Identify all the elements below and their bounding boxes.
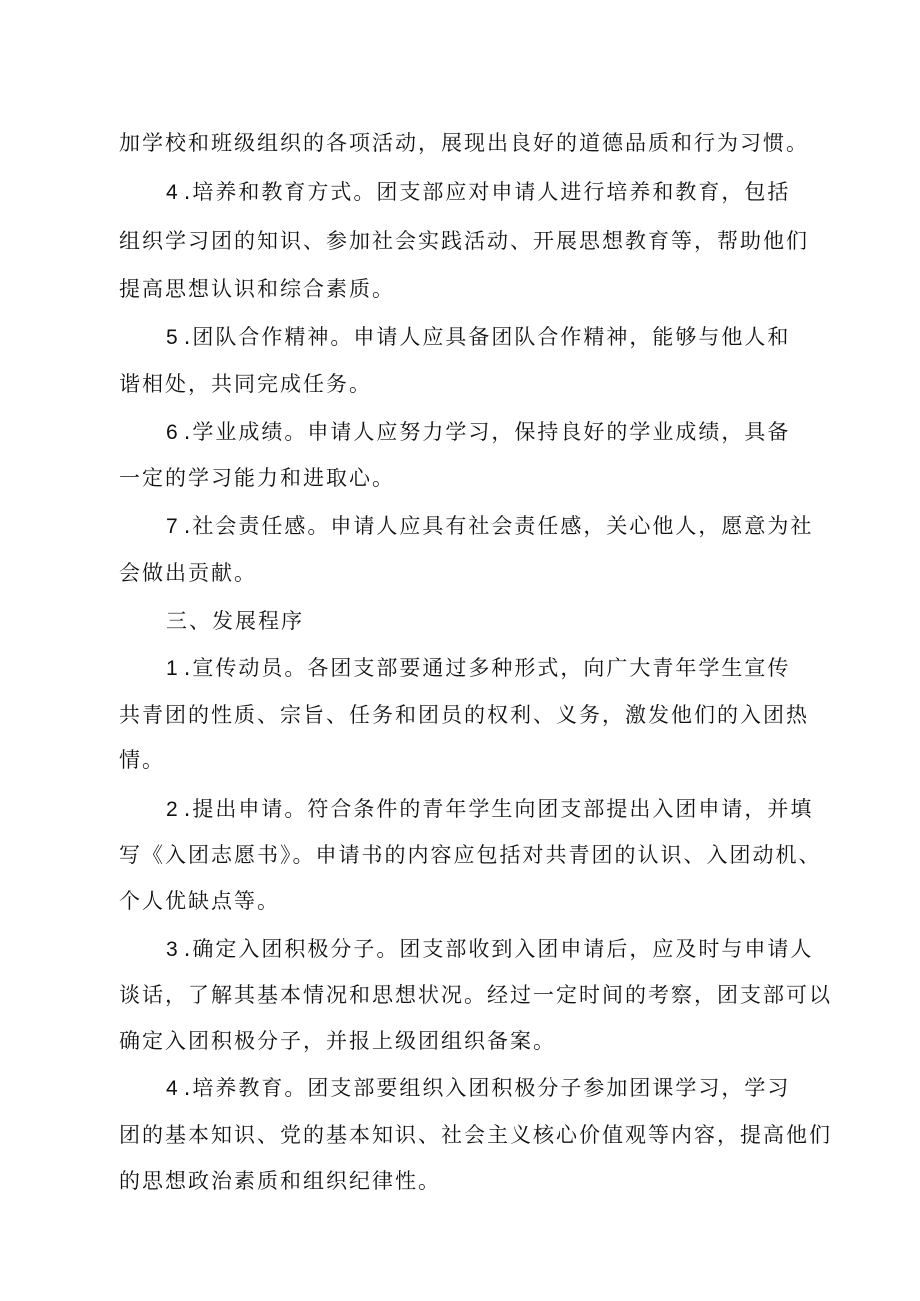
text-line [119,745,920,775]
text-line [119,1166,920,1196]
item-number: 4 [166,1077,180,1100]
line-text: 个人优缺点等。 [119,889,280,913]
line-text: .确定入团积极分子。团支部收到入团申请后，应及时与申请人 [183,937,814,961]
text-line [119,558,920,588]
line-text: 加学校和班级组织的各项活动，展现出良好的道德品质和行为习惯。 [119,131,809,155]
list-item [166,417,920,447]
item-number: 6 [166,421,180,444]
item-number: 4 [166,181,180,204]
line-text: 谐相处，共同完成任务。 [119,372,372,396]
line-text: .学业成绩。申请人应努力学习，保持良好的学业成绩，具备 [183,420,791,444]
item-number: 1 [166,657,180,680]
line-text: .社会责任感。申请人应具有社会责任感，关心他人，愿意为社 [183,514,814,538]
item-number: 2 [166,798,180,821]
line-text: 写《入团志愿书》。申请书的内容应包括对共青团的认识、入团动机、 [119,843,822,867]
text-line [119,274,920,304]
line-text: 的思想政治素质和组织纪律性。 [119,1169,441,1193]
text-line [119,840,920,870]
text-line [119,1120,920,1150]
line-text: .团队合作精神。申请人应具备团队合作精神，能够与他人和 [183,325,791,349]
list-item [166,794,920,824]
text-line [119,226,920,256]
line-text: 会做出贡献。 [119,561,257,585]
line-text: 共青团的性质、宗旨、任务和团员的权利、义务，激发他们的入团热 [119,703,809,727]
list-item [166,653,920,683]
line-text: .培养教育。团支部要组织入团积极分子参加团课学习，学习 [183,1076,791,1100]
text-line [119,128,920,158]
line-text: 一定的学习能力和进取心。 [119,466,395,490]
item-number: 3 [166,938,180,961]
line-text: .宣传动员。各团支部要通过多种形式，向广大青年学生宣传 [183,656,791,680]
text-line [119,463,920,493]
text-line [119,700,920,730]
item-number: 7 [166,515,180,538]
line-text: 提高思想认识和综合素质。 [119,277,395,301]
line-text: 组织学习团的知识、参加社会实践活动、开展思想教育等，帮助他们 [119,229,809,253]
list-item [166,511,920,541]
item-number: 5 [166,326,180,349]
line-text: 谈话，了解其基本情况和思想状况。经过一定时间的考察，团支部可以 [119,983,832,1007]
section-heading [166,606,920,636]
line-text: 情。 [119,748,165,772]
line-text: .培养和教育方式。团支部应对申请人进行培养和教育，包括 [183,180,791,204]
list-item [166,934,920,964]
text-line [119,369,920,399]
heading-text: 三、发展程序 [166,609,304,633]
line-text: .提出申请。符合条件的青年学生向团支部提出入团申请，并填 [183,797,814,821]
line-text: 确定入团积极分子，并报上级团组织备案。 [119,1029,556,1053]
list-item [166,177,920,207]
list-item [166,322,920,352]
text-line [119,1026,920,1056]
text-line [119,980,920,1010]
text-line [119,886,920,916]
line-text: 团的基本知识、党的基本知识、社会主义核心价值观等内容，提高他们 [119,1123,832,1147]
list-item [166,1073,920,1103]
